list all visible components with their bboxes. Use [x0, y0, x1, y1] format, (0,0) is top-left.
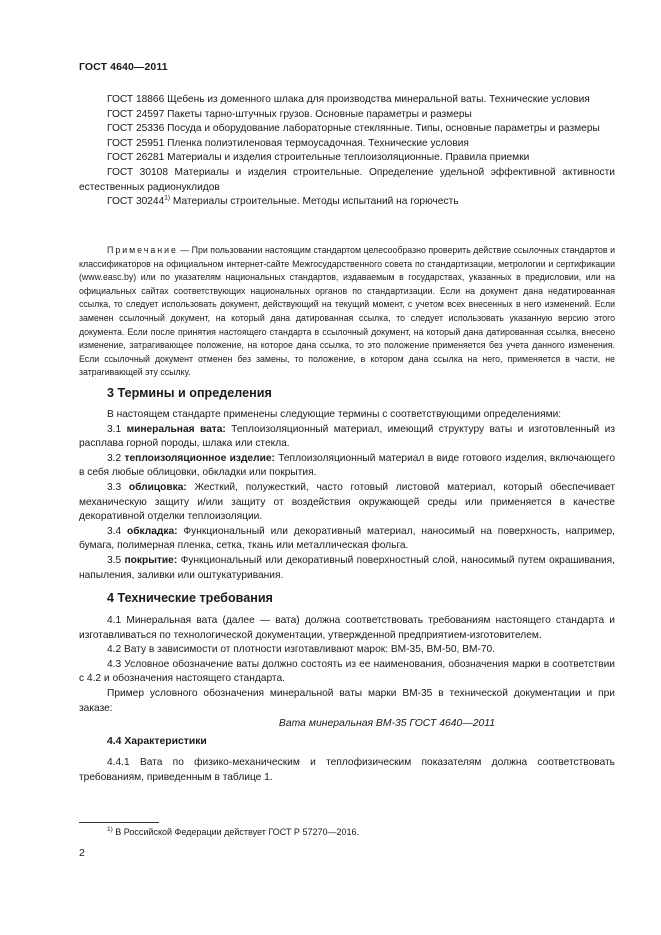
- ref-item: ГОСТ 25336 Посуда и оборудование лабораторные стеклянные. Типы, основные параметры и размеры: [107, 123, 600, 135]
- section-3-body: [79, 408, 615, 583]
- ref-text: Материалы строительные. Методы испытаний на горючесть: [170, 196, 459, 208]
- footnote-marker: 1): [107, 826, 113, 833]
- section-4-body: [79, 614, 615, 731]
- term-definition: 3.2 теплоизоляционное изделие: Теплоизоляционный материал в виде готового изделия, включающего в себя любые облицовки, обкладки или покрытия.: [79, 452, 615, 479]
- subsection-4-4-body: [79, 756, 615, 785]
- ref-item: ГОСТ 24597 Пакеты тарно-штучных грузов. Основные параметры и размеры: [107, 108, 472, 120]
- ref-item: ГОСТ 18866 Щебень из доменного шлака для производства минеральной ваты. Технические условия: [107, 94, 590, 105]
- footnote-text: В Российской Федерации действует ГОСТ Р 57270—2016.: [112, 827, 359, 837]
- footnote: [107, 827, 359, 837]
- term: обкладка:: [127, 525, 178, 537]
- ref-item: ГОСТ 26281 Материалы и изделия строительные теплоизоляционные. Правила приемки: [107, 152, 530, 164]
- term-definition: 3.5 покрытие: Функциональный или декоративный поверхностный слой, наносимый путем окрашивания, напыления, заливки или оштукатуривания.: [79, 554, 615, 581]
- paragraph: 4.3 Условное обозначение ваты должно состоять из ее наименования, обозначения марки в соответствии с 4.2 и обозначения настоящего стандарта.: [79, 658, 615, 685]
- subsection-title: 4.4 Характеристики: [107, 736, 207, 747]
- term: покрытие:: [124, 554, 178, 566]
- paragraph: 4.1 Минеральная вата (далее — вата) должна соответствовать требованиям настоящего стандарта и изготавливаться по технологической документации, утвержденной предприятием-изготовителем.: [79, 615, 615, 641]
- ref-item: ГОСТ 30108 Материалы и изделия строительные. Определение удельной эффективной активности естественных радионуклидов: [79, 166, 615, 193]
- note-text: — При пользовании настоящим стандартом целесообразно проверить действие ссылочных стандартов и классификаторов на официальном интернет-сайте Межгосударственного совета по стандартизации, метрологии и сертификации (www.easc.by) или по указателям национальных стандартов, издаваемым в государствах, указанных в предисловии, или на официальных сайтах соответствующих национальных органов по стандартизации. Если на документ дана недатированная ссылка, то следует использовать документ, действующий на текущий момент, с учетом всех внесенных в него изменений. Если заменен ссылочный документ, на который дана датированная ссылка, то следует использовать указанную версию этого документа. Если после принятия настоящего стандарта в ссылочный документ, на который дана датированная ссылка, внесено изменение, затрагивающее положение, на которое дана ссылка, то это положение применяется без учета данного изменения. Если ссылочный документ отменен без замены, то положение, в котором дана ссылка на него, применяется в части, не затрагивающей эту ссылку.: [79, 245, 615, 378]
- ref-item: ГОСТ 25951 Пленка полиэтиленовая термоусадочная. Технические условия: [107, 137, 469, 149]
- term-definition: 3.3 облицовка: Жесткий, полужесткий, часто готовый листовой материал, который обеспечивает механическую защиту и/или защиту от воздействия окружающей среды или применяется в качестве декоративной отделки теплоизоляции.: [79, 481, 615, 523]
- footnote-marker: 1): [164, 194, 171, 202]
- section-4: [79, 591, 615, 605]
- term: минеральная вата:: [126, 423, 226, 435]
- term-definition: 3.1 минеральная вата: Теплоизоляционный материал, имеющий структуру ваты и изготовленный из расплава горной породы, шлака или стекла.: [79, 423, 615, 450]
- section-3: [79, 386, 615, 400]
- section-title: 4 Технические требования: [107, 591, 273, 605]
- subsection-4-4: [79, 736, 615, 747]
- ref-item: [79, 195, 615, 210]
- section-intro: В настоящем стандарте применены следующие термины с соответствующими определениями:: [107, 409, 562, 420]
- section-title: 3 Термины и определения: [107, 386, 272, 400]
- ref-code: ГОСТ 30244: [107, 196, 165, 208]
- paragraph: 4.4.1 Вата по физико-механическим и теплофизическим показателям должна соответствовать требованиям, приведенным в таблице 1.: [79, 757, 615, 783]
- references-list: [79, 93, 615, 210]
- term: теплоизоляционное изделие:: [124, 452, 275, 464]
- term: облицовка:: [128, 481, 187, 493]
- term-definition: 3.4 обкладка: Функциональный или декоративный материал, наносимый на поверхность, например, бумага, полимерная пленка, сетка, ткань или металлическая фольга.: [79, 525, 615, 552]
- note-block: [79, 244, 615, 380]
- paragraph: Пример условного обозначения минеральной ваты марки ВМ-35 в технической документации и при заказе:: [79, 687, 615, 714]
- note-label: Примечание: [107, 245, 178, 255]
- paragraph: 4.2 Вату в зависимости от плотности изготавливают марок: ВМ-35, ВМ-50, ВМ-70.: [107, 644, 496, 656]
- page-header: ГОСТ 4640—2011: [79, 61, 168, 73]
- page-number: 2: [79, 847, 85, 859]
- footnote-divider: [79, 822, 159, 823]
- designation-example: Вата минеральная ВМ-35 ГОСТ 4640—2011: [278, 718, 496, 730]
